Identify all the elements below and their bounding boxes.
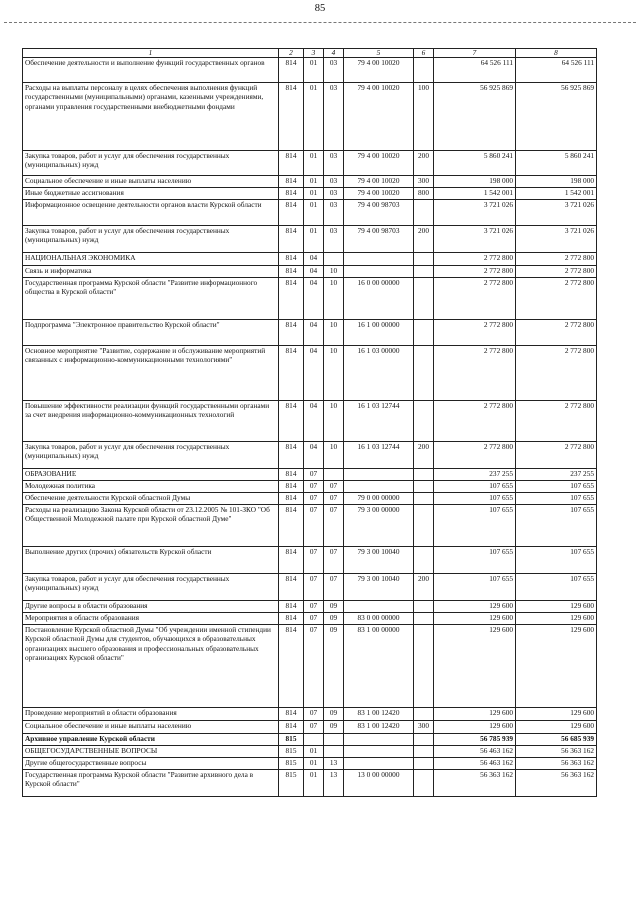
row-amount-year2-cell: 2 772 800: [516, 346, 597, 401]
row-amount-year1-cell: 129 600: [434, 708, 516, 721]
row-subsection-cell: 03: [324, 58, 344, 83]
row-section-cell: 04: [304, 266, 324, 278]
row-target-article-cell: 79 4 00 98703: [344, 200, 414, 226]
row-amount-year2-cell: 56 925 869: [516, 83, 597, 151]
row-grbs-cell: 814: [279, 320, 304, 346]
table-row: [23, 188, 597, 200]
row-section-cell: 04: [304, 401, 324, 442]
row-section-cell: 07: [304, 481, 324, 493]
row-section-cell: 01: [304, 151, 324, 176]
row-section-cell: 07: [304, 721, 324, 734]
row-amount-year1-cell: 3 721 026: [434, 200, 516, 226]
row-amount-year2-cell: 2 772 800: [516, 320, 597, 346]
row-name-cell: Другие общегосударственные вопросы: [23, 758, 279, 770]
row-section-cell: 01: [304, 188, 324, 200]
table-row: [23, 770, 597, 797]
row-amount-year2-cell: 2 772 800: [516, 266, 597, 278]
row-amount-year2-cell: 107 655: [516, 481, 597, 493]
row-grbs-cell: 815: [279, 770, 304, 797]
table-row: [23, 493, 597, 505]
row-amount-year2-cell: 56 363 162: [516, 758, 597, 770]
row-expense-type-cell: [414, 481, 434, 493]
row-target-article-cell: 79 0 00 00000: [344, 493, 414, 505]
row-section-cell: 07: [304, 547, 324, 574]
row-amount-year1-cell: 2 772 800: [434, 320, 516, 346]
row-amount-year2-cell: 129 600: [516, 708, 597, 721]
row-amount-year1-cell: 2 772 800: [434, 442, 516, 469]
row-name-cell: Государственная программа Курской области "Развитие архивного дела в Курской области": [23, 770, 279, 797]
row-section-cell: 04: [304, 253, 324, 266]
row-grbs-cell: 814: [279, 601, 304, 613]
row-subsection-cell: 03: [324, 83, 344, 151]
row-expense-type-cell: [414, 493, 434, 505]
header-col-5: 5: [344, 49, 414, 58]
row-amount-year1-cell: 129 600: [434, 625, 516, 708]
table-row: [23, 613, 597, 625]
row-amount-year2-cell: 107 655: [516, 493, 597, 505]
row-target-article-cell: 79 4 00 10020: [344, 188, 414, 200]
header-col-1: 1: [23, 49, 279, 58]
row-grbs-cell: 814: [279, 278, 304, 320]
table-row: [23, 401, 597, 442]
row-subsection-cell: 10: [324, 401, 344, 442]
row-subsection-cell: [324, 253, 344, 266]
row-target-article-cell: 13 0 00 00000: [344, 770, 414, 797]
row-grbs-cell: 814: [279, 493, 304, 505]
row-subsection-cell: [324, 469, 344, 481]
row-section-cell: 07: [304, 625, 324, 708]
row-grbs-cell: 814: [279, 547, 304, 574]
row-grbs-cell: 814: [279, 151, 304, 176]
row-name-cell: Архивное управление Курской области: [23, 734, 279, 746]
row-grbs-cell: 815: [279, 758, 304, 770]
row-subsection-cell: 03: [324, 151, 344, 176]
table-row: [23, 442, 597, 469]
row-name-cell: Информационное освещение деятельности органов власти Курской области: [23, 200, 279, 226]
row-expense-type-cell: [414, 346, 434, 401]
row-name-cell: Государственная программа Курской области "Развитие информационного общества в Курской области": [23, 278, 279, 320]
header-divider: [4, 22, 636, 23]
row-amount-year2-cell: 2 772 800: [516, 401, 597, 442]
row-target-article-cell: 16 0 00 00000: [344, 278, 414, 320]
row-expense-type-cell: 200: [414, 151, 434, 176]
row-amount-year2-cell: 107 655: [516, 547, 597, 574]
row-expense-type-cell: 300: [414, 721, 434, 734]
row-name-cell: Социальное обеспечение и иные выплаты населению: [23, 176, 279, 188]
row-amount-year2-cell: 1 542 001: [516, 188, 597, 200]
row-target-article-cell: 83 1 00 00000: [344, 625, 414, 708]
row-amount-year1-cell: 107 655: [434, 547, 516, 574]
row-amount-year1-cell: 198 000: [434, 176, 516, 188]
row-subsection-cell: 09: [324, 613, 344, 625]
row-expense-type-cell: [414, 770, 434, 797]
table-row: [23, 469, 597, 481]
row-section-cell: 01: [304, 746, 324, 758]
row-section-cell: 01: [304, 758, 324, 770]
row-target-article-cell: 16 1 03 00000: [344, 346, 414, 401]
row-target-article-cell: [344, 734, 414, 746]
row-subsection-cell: 07: [324, 574, 344, 601]
row-expense-type-cell: 100: [414, 83, 434, 151]
row-name-cell: Повышение эффективности реализации функций государственными органами за счет внедрения информационно-коммуникационных технологий: [23, 401, 279, 442]
row-name-cell: Иные бюджетные ассигнования: [23, 188, 279, 200]
row-grbs-cell: 814: [279, 58, 304, 83]
row-name-cell: НАЦИОНАЛЬНАЯ ЭКОНОМИКА: [23, 253, 279, 266]
row-grbs-cell: 814: [279, 188, 304, 200]
row-amount-year2-cell: 2 772 800: [516, 442, 597, 469]
row-amount-year2-cell: 237 255: [516, 469, 597, 481]
table-row: [23, 721, 597, 734]
row-section-cell: [304, 734, 324, 746]
row-section-cell: 07: [304, 613, 324, 625]
row-grbs-cell: 814: [279, 226, 304, 253]
row-name-cell: Связь и информатика: [23, 266, 279, 278]
table-row: [23, 226, 597, 253]
row-amount-year1-cell: 5 860 241: [434, 151, 516, 176]
header-col-6: 6: [414, 49, 434, 58]
row-amount-year1-cell: 56 463 162: [434, 746, 516, 758]
row-name-cell: Обеспечение деятельности и выполнение функций государственных органов: [23, 58, 279, 83]
row-grbs-cell: 814: [279, 83, 304, 151]
table-row: [23, 346, 597, 401]
row-amount-year2-cell: 56 685 939: [516, 734, 597, 746]
row-expense-type-cell: 300: [414, 176, 434, 188]
row-expense-type-cell: [414, 401, 434, 442]
row-target-article-cell: 79 3 00 00000: [344, 505, 414, 547]
budget-table: [22, 48, 597, 797]
row-target-article-cell: [344, 253, 414, 266]
table-row: [23, 708, 597, 721]
row-target-article-cell: 79 4 00 98703: [344, 226, 414, 253]
row-target-article-cell: 83 1 00 12420: [344, 721, 414, 734]
row-amount-year1-cell: 2 772 800: [434, 346, 516, 401]
row-name-cell: Обеспечение деятельности Курской областной Думы: [23, 493, 279, 505]
row-grbs-cell: 814: [279, 469, 304, 481]
row-grbs-cell: 814: [279, 346, 304, 401]
row-expense-type-cell: [414, 758, 434, 770]
row-subsection-cell: 10: [324, 320, 344, 346]
table-row: [23, 83, 597, 151]
row-amount-year1-cell: 129 600: [434, 613, 516, 625]
row-amount-year1-cell: 56 463 162: [434, 758, 516, 770]
row-section-cell: 07: [304, 469, 324, 481]
row-grbs-cell: 815: [279, 734, 304, 746]
row-subsection-cell: [324, 746, 344, 758]
table-row: [23, 176, 597, 188]
row-target-article-cell: [344, 601, 414, 613]
row-amount-year1-cell: 1 542 001: [434, 188, 516, 200]
row-name-cell: Социальное обеспечение и иные выплаты населению: [23, 721, 279, 734]
row-target-article-cell: 79 3 00 10040: [344, 547, 414, 574]
row-amount-year1-cell: 107 655: [434, 574, 516, 601]
row-grbs-cell: 814: [279, 176, 304, 188]
row-expense-type-cell: [414, 746, 434, 758]
row-amount-year1-cell: 107 655: [434, 481, 516, 493]
row-expense-type-cell: [414, 625, 434, 708]
table-row: [23, 58, 597, 83]
row-amount-year1-cell: 56 925 869: [434, 83, 516, 151]
row-subsection-cell: [324, 734, 344, 746]
row-amount-year2-cell: 2 772 800: [516, 253, 597, 266]
table-row: [23, 151, 597, 176]
row-expense-type-cell: 800: [414, 188, 434, 200]
row-name-cell: Закупка товаров, работ и услуг для обеспечения государственных (муниципальных) нужд: [23, 151, 279, 176]
row-subsection-cell: 09: [324, 625, 344, 708]
row-subsection-cell: 13: [324, 758, 344, 770]
header-col-4: 4: [324, 49, 344, 58]
table-row: [23, 734, 597, 746]
row-grbs-cell: 814: [279, 442, 304, 469]
row-name-cell: Проведение мероприятий в области образования: [23, 708, 279, 721]
row-amount-year1-cell: 3 721 026: [434, 226, 516, 253]
row-amount-year2-cell: 5 860 241: [516, 151, 597, 176]
row-section-cell: 07: [304, 601, 324, 613]
header-row: [23, 49, 597, 58]
row-target-article-cell: 16 1 03 12744: [344, 442, 414, 469]
row-amount-year1-cell: 2 772 800: [434, 253, 516, 266]
row-amount-year1-cell: 129 600: [434, 721, 516, 734]
row-amount-year2-cell: 107 655: [516, 505, 597, 547]
row-subsection-cell: 09: [324, 721, 344, 734]
row-name-cell: ОБЩЕГОСУДАРСТВЕННЫЕ ВОПРОСЫ: [23, 746, 279, 758]
row-subsection-cell: 10: [324, 442, 344, 469]
row-expense-type-cell: [414, 469, 434, 481]
table-row: [23, 253, 597, 266]
row-section-cell: 07: [304, 493, 324, 505]
row-subsection-cell: 10: [324, 266, 344, 278]
row-subsection-cell: 09: [324, 708, 344, 721]
row-section-cell: 01: [304, 58, 324, 83]
table-row: [23, 625, 597, 708]
row-amount-year2-cell: 56 363 162: [516, 770, 597, 797]
table-row: [23, 601, 597, 613]
row-subsection-cell: 10: [324, 278, 344, 320]
row-name-cell: Закупка товаров, работ и услуг для обеспечения государственных (муниципальных) нужд: [23, 442, 279, 469]
row-expense-type-cell: [414, 253, 434, 266]
row-section-cell: 01: [304, 770, 324, 797]
row-amount-year2-cell: 129 600: [516, 613, 597, 625]
header-col-7: 7: [434, 49, 516, 58]
row-amount-year2-cell: 3 721 026: [516, 200, 597, 226]
row-amount-year1-cell: 56 785 939: [434, 734, 516, 746]
row-grbs-cell: 815: [279, 746, 304, 758]
row-section-cell: 04: [304, 346, 324, 401]
row-expense-type-cell: [414, 505, 434, 547]
table-row: [23, 200, 597, 226]
row-section-cell: 04: [304, 442, 324, 469]
row-subsection-cell: 03: [324, 226, 344, 253]
row-name-cell: Другие вопросы в области образования: [23, 601, 279, 613]
row-section-cell: 01: [304, 200, 324, 226]
row-target-article-cell: [344, 758, 414, 770]
row-amount-year2-cell: 198 000: [516, 176, 597, 188]
table-row: [23, 278, 597, 320]
row-expense-type-cell: [414, 547, 434, 574]
table-row: [23, 758, 597, 770]
row-subsection-cell: 07: [324, 505, 344, 547]
row-grbs-cell: 814: [279, 401, 304, 442]
row-expense-type-cell: 200: [414, 574, 434, 601]
row-subsection-cell: 07: [324, 547, 344, 574]
row-name-cell: ОБРАЗОВАНИЕ: [23, 469, 279, 481]
row-amount-year1-cell: 107 655: [434, 505, 516, 547]
row-target-article-cell: 79 4 00 10020: [344, 176, 414, 188]
row-section-cell: 01: [304, 83, 324, 151]
row-target-article-cell: 16 1 03 12744: [344, 401, 414, 442]
row-section-cell: 07: [304, 574, 324, 601]
row-target-article-cell: 83 1 00 12420: [344, 708, 414, 721]
row-amount-year1-cell: 2 772 800: [434, 401, 516, 442]
row-expense-type-cell: 200: [414, 442, 434, 469]
header-col-3: 3: [304, 49, 324, 58]
row-amount-year2-cell: 107 655: [516, 574, 597, 601]
row-amount-year1-cell: 107 655: [434, 493, 516, 505]
row-subsection-cell: 03: [324, 188, 344, 200]
row-grbs-cell: 814: [279, 253, 304, 266]
table-row: [23, 574, 597, 601]
row-amount-year2-cell: 129 600: [516, 721, 597, 734]
row-expense-type-cell: [414, 200, 434, 226]
row-expense-type-cell: [414, 601, 434, 613]
row-amount-year1-cell: 64 526 111: [434, 58, 516, 83]
row-expense-type-cell: [414, 278, 434, 320]
row-grbs-cell: 814: [279, 721, 304, 734]
row-subsection-cell: 13: [324, 770, 344, 797]
row-subsection-cell: 03: [324, 200, 344, 226]
row-expense-type-cell: [414, 708, 434, 721]
row-section-cell: 04: [304, 278, 324, 320]
row-grbs-cell: 814: [279, 266, 304, 278]
row-section-cell: 04: [304, 320, 324, 346]
row-grbs-cell: 814: [279, 505, 304, 547]
row-name-cell: Основное мероприятие "Развитие, содержание и обслуживание мероприятий связанных с информационно-коммуникационными технологиями": [23, 346, 279, 401]
row-target-article-cell: 79 4 00 10020: [344, 151, 414, 176]
row-grbs-cell: 814: [279, 613, 304, 625]
row-name-cell: Расходы на реализацию Закона Курской области от 23.12.2005 № 101-ЗКО "Об Общественной Молодежной палате при Курской областной Думе": [23, 505, 279, 547]
header-col-2: 2: [279, 49, 304, 58]
table-row: [23, 547, 597, 574]
row-amount-year1-cell: 237 255: [434, 469, 516, 481]
row-subsection-cell: 07: [324, 493, 344, 505]
table-row: [23, 266, 597, 278]
row-name-cell: Мероприятия в области образования: [23, 613, 279, 625]
row-grbs-cell: 814: [279, 481, 304, 493]
row-amount-year2-cell: 129 600: [516, 601, 597, 613]
row-target-article-cell: [344, 469, 414, 481]
table-row: [23, 320, 597, 346]
row-subsection-cell: 03: [324, 176, 344, 188]
row-expense-type-cell: 200: [414, 226, 434, 253]
row-grbs-cell: 814: [279, 200, 304, 226]
row-name-cell: Молодежная политика: [23, 481, 279, 493]
row-grbs-cell: 814: [279, 708, 304, 721]
row-name-cell: Расходы на выплаты персоналу в целях обеспечения выполнения функций государственными (муниципальными) органами, казенными учреждениями, органами управления государственными внебюджетными фондами: [23, 83, 279, 151]
row-target-article-cell: 83 0 00 00000: [344, 613, 414, 625]
row-subsection-cell: 07: [324, 481, 344, 493]
row-amount-year2-cell: 56 363 162: [516, 746, 597, 758]
row-section-cell: 07: [304, 505, 324, 547]
header-col-8: 8: [516, 49, 597, 58]
page-number: 85: [314, 3, 326, 14]
row-expense-type-cell: [414, 320, 434, 346]
row-amount-year1-cell: 129 600: [434, 601, 516, 613]
table-row: [23, 481, 597, 493]
row-name-cell: Постановление Курской областной Думы "Об учреждении именной стипендии Курской областной Думы для студентов, обучающихся в образовательных организациях высшего образования и профессиональных образовательных организациях Курской области": [23, 625, 279, 708]
row-grbs-cell: 814: [279, 574, 304, 601]
row-target-article-cell: 79 4 00 10020: [344, 58, 414, 83]
row-expense-type-cell: [414, 266, 434, 278]
row-expense-type-cell: [414, 734, 434, 746]
row-name-cell: Выполнение других (прочих) обязательств Курской области: [23, 547, 279, 574]
row-name-cell: Закупка товаров, работ и услуг для обеспечения государственных (муниципальных) нужд: [23, 574, 279, 601]
row-amount-year2-cell: 2 772 800: [516, 278, 597, 320]
row-target-article-cell: [344, 266, 414, 278]
row-grbs-cell: 814: [279, 625, 304, 708]
row-target-article-cell: 16 1 00 00000: [344, 320, 414, 346]
row-expense-type-cell: [414, 58, 434, 83]
row-name-cell: Подпрограмма "Электронное правительство Курской области": [23, 320, 279, 346]
row-amount-year2-cell: 3 721 026: [516, 226, 597, 253]
row-target-article-cell: [344, 481, 414, 493]
row-section-cell: 01: [304, 176, 324, 188]
row-subsection-cell: 09: [324, 601, 344, 613]
row-subsection-cell: 10: [324, 346, 344, 401]
row-amount-year1-cell: 2 772 800: [434, 266, 516, 278]
row-target-article-cell: 79 3 00 10040: [344, 574, 414, 601]
table-row: [23, 505, 597, 547]
row-target-article-cell: [344, 746, 414, 758]
table-row: [23, 746, 597, 758]
row-amount-year2-cell: 129 600: [516, 625, 597, 708]
row-target-article-cell: 79 4 00 10020: [344, 83, 414, 151]
row-amount-year2-cell: 64 526 111: [516, 58, 597, 83]
row-amount-year1-cell: 56 363 162: [434, 770, 516, 797]
row-amount-year1-cell: 2 772 800: [434, 278, 516, 320]
row-expense-type-cell: [414, 613, 434, 625]
row-name-cell: Закупка товаров, работ и услуг для обеспечения государственных (муниципальных) нужд: [23, 226, 279, 253]
row-section-cell: 01: [304, 226, 324, 253]
row-section-cell: 07: [304, 708, 324, 721]
